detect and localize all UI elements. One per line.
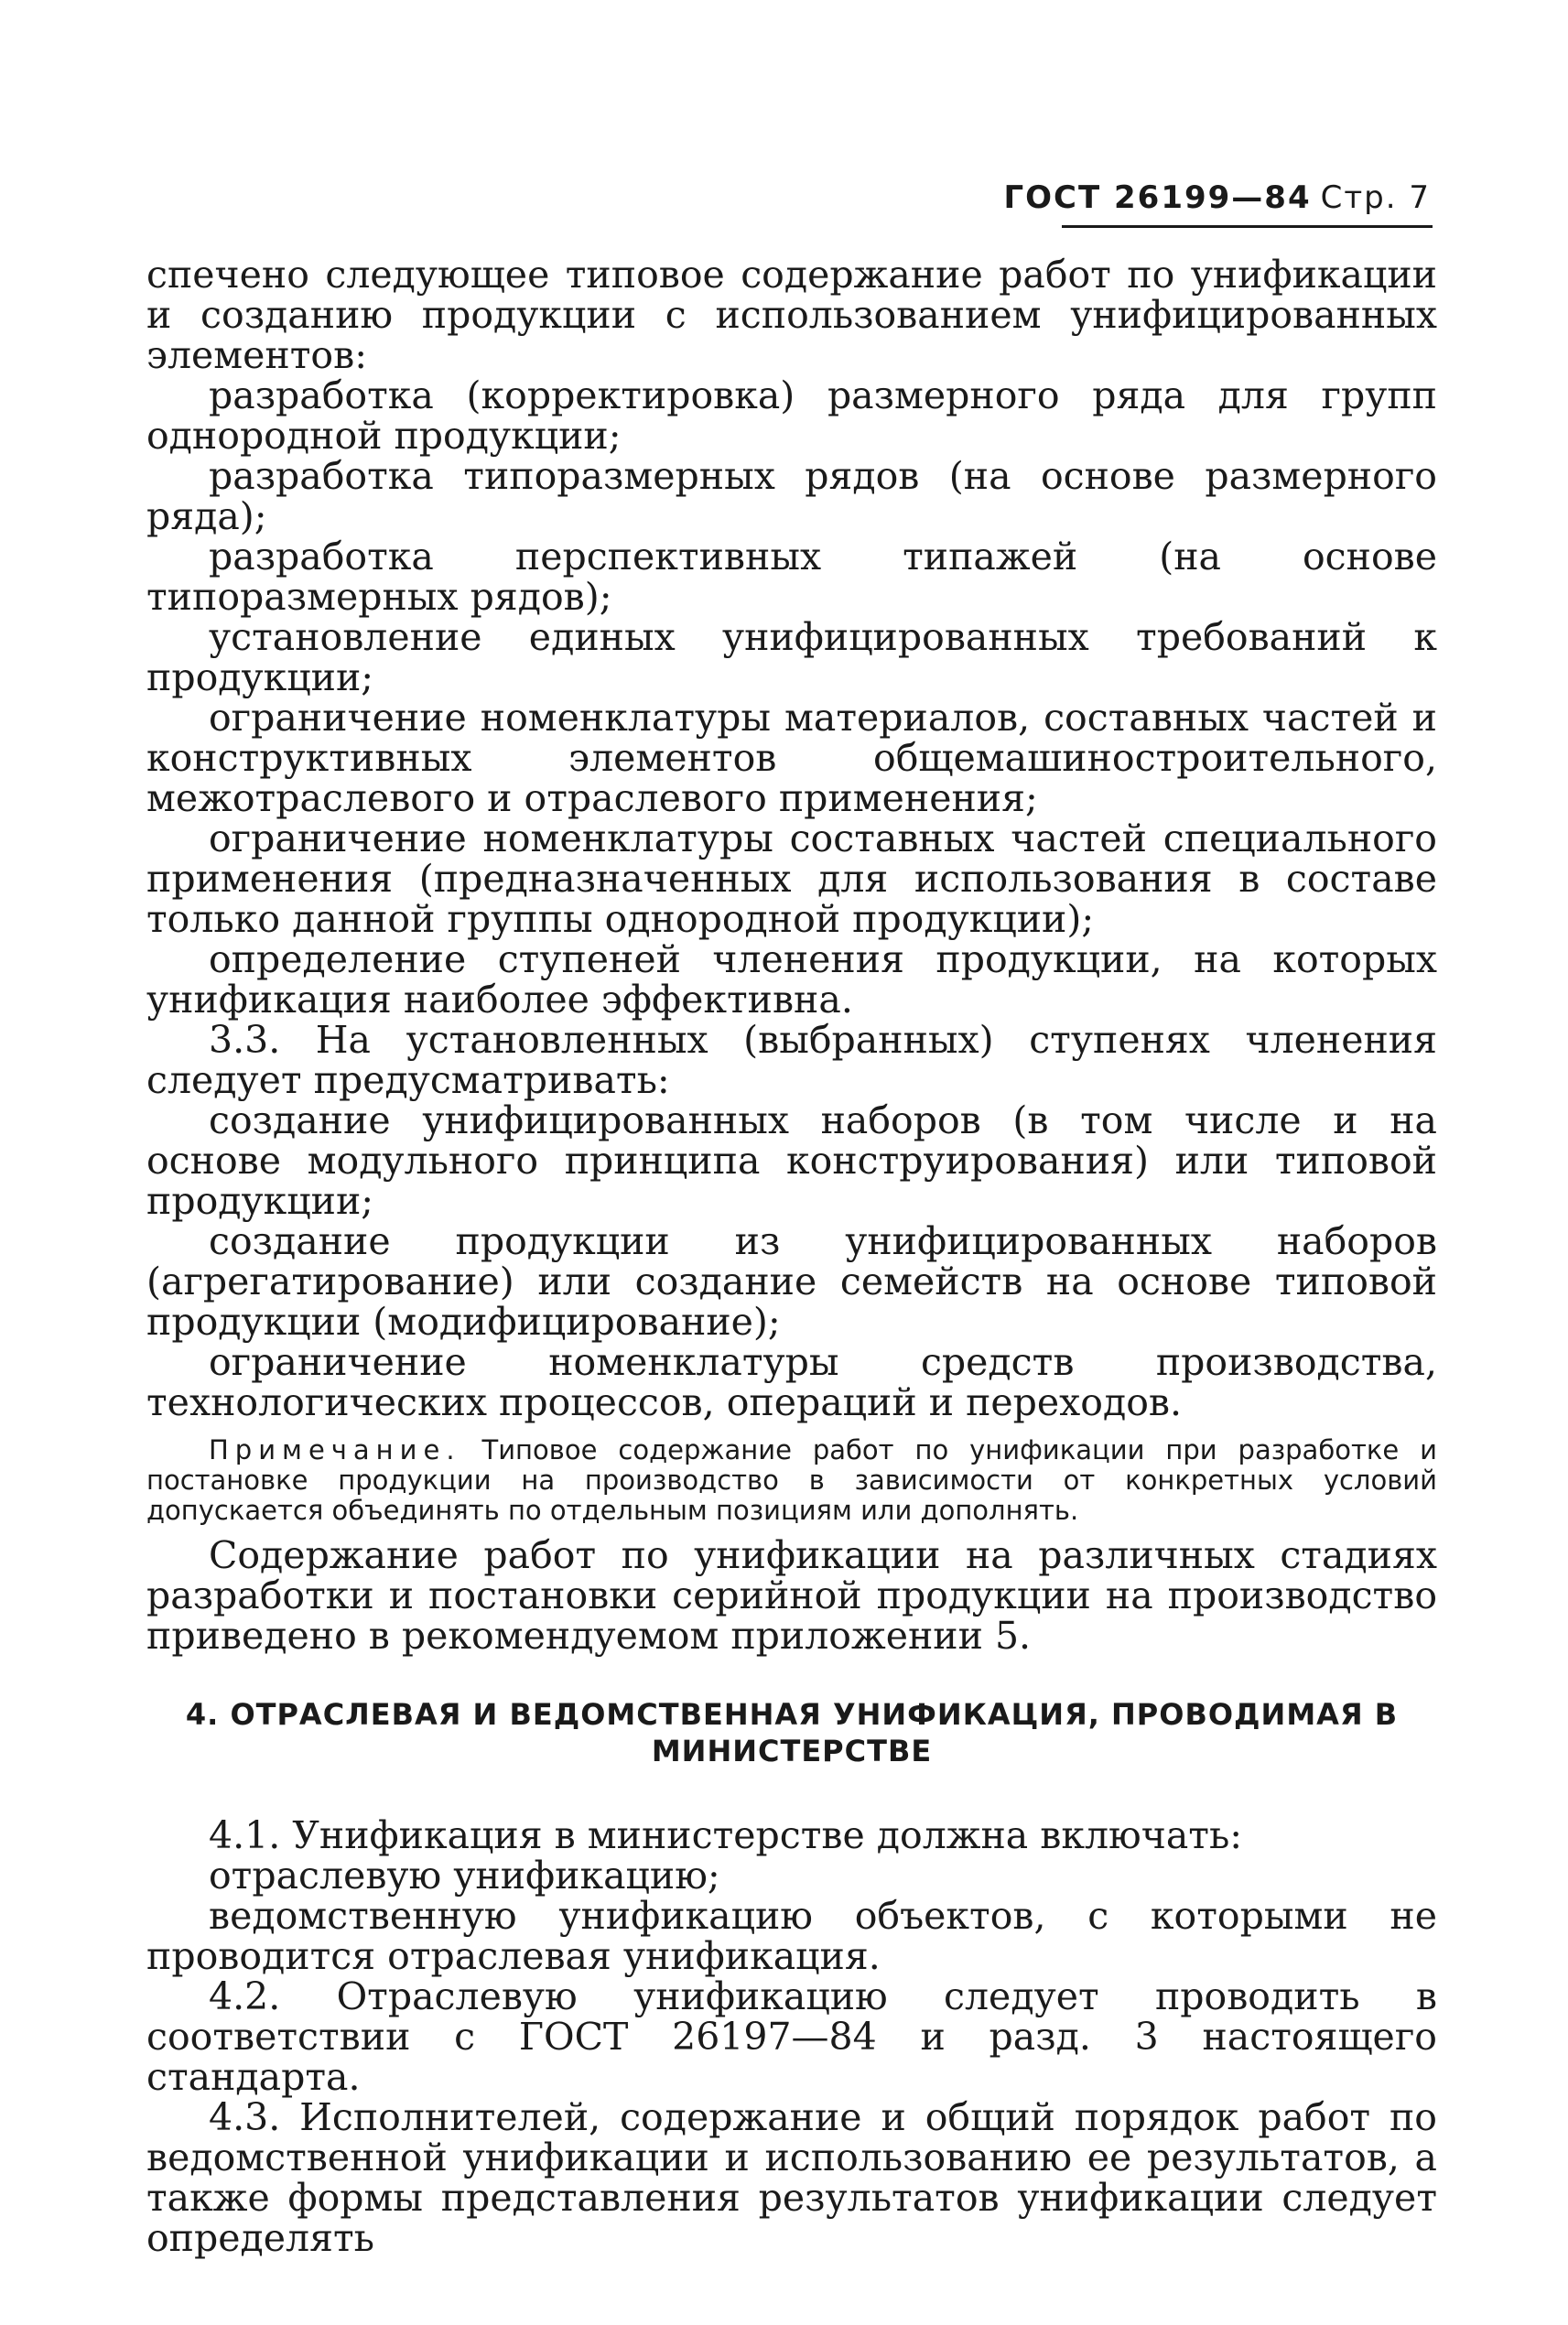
paragraph: ограничение номенклатуры средств производства, технологических процессов, операций и переходов. bbox=[146, 1340, 1437, 1424]
paragraph: создание продукции из унифицированных наборов (агрегатирование) или создание семейств на основе типовой продукции (модифицирование); bbox=[146, 1219, 1437, 1344]
paragraph: спечено следующее типовое содержание работ по унификации и созданию продукции с использованием унифицированных элементов: bbox=[146, 253, 1437, 377]
paragraph: 4.1. Унификация в министерстве должна включать: bbox=[209, 1813, 1243, 1857]
paragraph: 3.3. На установленных (выбранных) ступенях членения следует предусматривать: bbox=[146, 1018, 1437, 1102]
paragraph: разработка (корректировка) размерного ряда для групп однородной продукции; bbox=[146, 373, 1437, 458]
paragraph: ограничение номенклатуры материалов, составных частей и конструктивных элементов общемашиностроительного, межотраслевого и отраслевого применения; bbox=[146, 696, 1437, 820]
paragraph: создание унифицированных наборов (в том числе и на основе модульного принципа конструирования) или типовой продукции; bbox=[146, 1098, 1437, 1223]
paragraph: ограничение номенклатуры составных частей специального применения (предназначенных для использования в составе только данной группы однородной продукции); bbox=[146, 816, 1437, 941]
paragraph: 4.3. Исполнителей, содержание и общий порядок работ по ведомственной унификации и использованию ее результатов, а также формы представления результатов унификации следует определять bbox=[146, 2095, 1437, 2260]
paragraph: отраслевую унификацию; bbox=[209, 1854, 720, 1898]
note-label: Примечание. bbox=[209, 1434, 461, 1465]
paragraph: ведомственную унификацию объектов, с которыми не проводится отраслевая унификация. bbox=[146, 1894, 1437, 1978]
page-header bbox=[1003, 179, 1431, 216]
standard-number: ГОСТ 26199—84 bbox=[1003, 179, 1312, 216]
header-rule bbox=[1062, 225, 1433, 228]
note-text: Типовое содержание работ по унификации при разработке и постановке продукции на производство в зависимости от конкретных условий допускается объединять по отдельным позициям или дополнять. bbox=[146, 1434, 1437, 1526]
section-title: 4. ОТРАСЛЕВАЯ И ВЕДОМСТВЕННАЯ УНИФИКАЦИЯ, ПРОВОДИМАЯ В МИНИСТЕРСТВЕ bbox=[185, 1697, 1399, 1768]
page-number: Стр. 7 bbox=[1320, 179, 1431, 216]
note bbox=[146, 1435, 1437, 1526]
paragraph: разработка типоразмерных рядов (на основе размерного ряда); bbox=[146, 454, 1437, 538]
paragraph: Содержание работ по унификации на различных стадиях разработки и постановки серийной продукции на производство приведено в рекомендуемом приложении 5. bbox=[146, 1533, 1437, 1658]
paragraph: разработка перспективных типажей (на основе типоразмерных рядов); bbox=[146, 535, 1437, 619]
paragraph: установление единых унифицированных требований к продукции; bbox=[146, 615, 1437, 699]
paragraph: определение ступеней членения продукции, на которых унификация наиболее эффективна. bbox=[146, 937, 1437, 1022]
paragraph: 4.2. Отраслевую унификацию следует проводить в соответствии с ГОСТ 26197—84 и разд. 3 настоящего стандарта. bbox=[146, 1974, 1437, 2099]
document-body bbox=[146, 254, 1437, 2258]
